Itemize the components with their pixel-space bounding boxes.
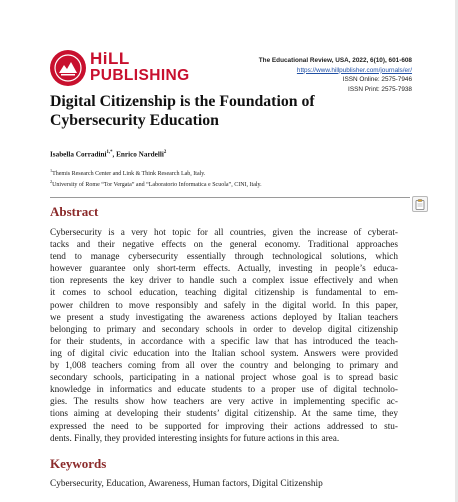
abstract-line: however guarantee only short-term effects. Actually, investing in people’s educa- [50,264,398,275]
logo-line-1: HiLL [90,49,130,68]
abstract-line: for their students, in accordance with a specific law that has introduced the teach- [50,336,398,347]
issn-print: ISSN Print: 2575-7938 [348,85,412,93]
abstract-line: power children to move responsibly and safely in the digital world. In this paper, [50,300,398,311]
logo-line-2: PUBLISHING [90,67,190,84]
keywords-heading: Keywords [50,456,107,471]
clipboard-icon[interactable] [412,196,428,212]
abstract-heading: Abstract [50,204,99,219]
abstract-line: it comes to school education, teaching digital citizenship is fundamental to em- [50,288,398,299]
hill-publishing-logo-icon [50,50,86,86]
author-separator: , [112,150,117,159]
abstract-text [50,227,398,445]
publisher-logo [50,49,190,90]
affiliation-2-marker: 2 [50,179,53,185]
journal-link[interactable]: https://www.hillpublisher.com/journals/er/ [296,66,412,74]
abstract-line: we present a study investigating the awareness actions deployed by Italian teachers [50,312,398,323]
abstract-line: tend to manage cybersecurity essentially through technological solutions, which [50,252,398,263]
abstract-line: by 1,008 teachers coming from all over the country and belonging to primary and [50,361,398,372]
paper-title [50,92,390,130]
abstract-line: belonging to primary and secondary schools in order to develop digital citizenship [50,324,398,335]
affiliation-1 [50,167,410,178]
affiliation-2-text: University of Rome “Tor Vergata” and “Laboratorio Informatica e Scuola”, CINI, Italy. [52,182,262,189]
abstract-line: knowledge in informatics and educate students to a proper use of digital technolo- [50,385,398,396]
abstract-line: Cybersecurity is a very hot topic for all countries, given the increase of cyberat- [50,228,398,238]
affiliations [50,167,410,190]
author-list [50,150,166,158]
journal-name: The Educational Review, USA, 2022, 6(10), 601-608 [258,57,412,64]
author-2: Enrico Nardelli [116,150,164,159]
abstract-line: gies. The results show how teachers are very active in implementing specific ac- [50,397,398,408]
author-2-marker: 2 [163,150,167,155]
issn-online: ISSN Online: 2575-7946 [342,76,412,84]
logo-wordmark [90,50,190,84]
section-divider-top [50,197,410,198]
author-1-marker: 1,* [106,150,113,155]
keywords-text: Cybersecurity, Education, Awareness, Human factors, Digital Citizenship [50,479,323,489]
author-1: Isabella Corradini [50,150,107,159]
affiliation-1-text: Themis Research Center and Link & Think Research Lab, Italy. [52,171,206,177]
abstract-line: tacks and their negative effects on the general economy. Traditional approaches [50,240,398,251]
abstract-line: expressed the need to be supported for improving their actions addressed to stu- [50,421,398,432]
abstract-line: tion represents the key driver to handle such a complex issue effectively and when [50,276,398,287]
abstract-line: ing of digital civic education into the Italian school system. Answers were provided [50,348,398,359]
title-line-1: Digital Citizenship is the Foundation of [50,93,315,110]
affiliation-1-marker: 1 [50,168,53,173]
abstract-line: dents. Finally, they provided interesting insights for future actions in this area. [50,433,340,444]
abstract-line: secondary schools, participating in a national project whose goal is to spread basic [50,373,398,384]
title-line-2: Cybersecurity Education [50,112,219,129]
journal-info [259,56,412,94]
abstract-line: tions aiming at developing their students’ digital citizenship. At the same time, they [50,409,398,420]
affiliation-2 [50,178,410,189]
